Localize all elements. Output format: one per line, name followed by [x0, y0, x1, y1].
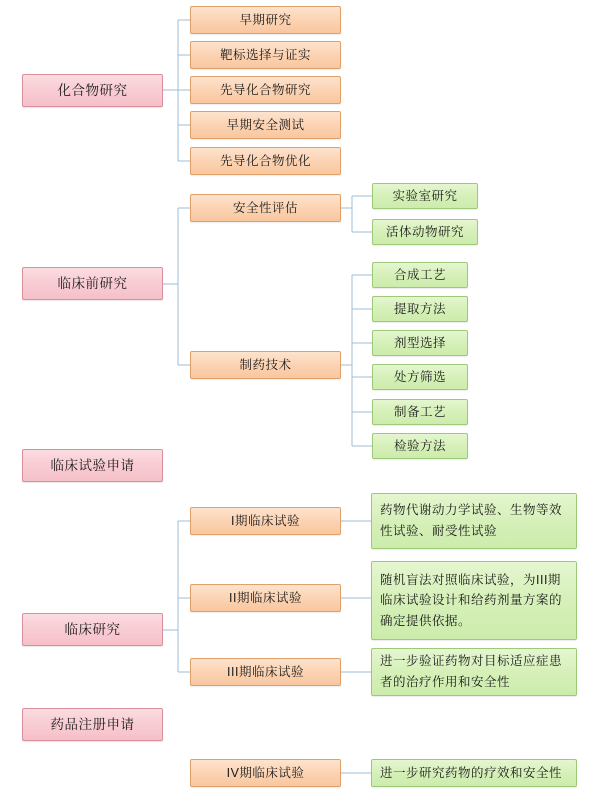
node-phase-1-trial[interactable] — [190, 507, 341, 535]
stage-clinical-trial-application[interactable] — [22, 449, 163, 482]
node-label: 靶标选择与证实 — [219, 47, 311, 62]
detail-text: 药物代谢动力学试验、生物等效性试验、耐受性试验 — [380, 503, 563, 538]
node-inspection-method[interactable] — [372, 433, 468, 459]
detail-phase-3-trial — [371, 648, 577, 696]
node-label: III期临床试验 — [227, 664, 304, 679]
node-lab-research[interactable] — [372, 183, 478, 209]
node-label: 早期研究 — [239, 12, 292, 27]
stage-label: 临床试验申请 — [50, 457, 135, 473]
stage-preclinical-research[interactable] — [22, 267, 163, 300]
node-label: 提取方法 — [393, 301, 446, 316]
node-phase-2-trial[interactable] — [190, 584, 341, 612]
detail-text: 进一步研究药物的疗效和安全性 — [380, 765, 563, 780]
stage-label: 临床研究 — [64, 621, 121, 637]
node-label: 剂型选择 — [393, 335, 446, 350]
node-label: 活体动物研究 — [385, 224, 464, 239]
detail-phase-4-trial — [371, 759, 577, 787]
stage-label: 化合物研究 — [57, 82, 128, 98]
node-label: 早期安全测试 — [226, 117, 305, 132]
node-label: 处方筛选 — [393, 369, 446, 384]
node-label: 安全性评估 — [232, 200, 298, 215]
node-dosage-form-selection[interactable] — [372, 330, 468, 356]
node-extraction-method[interactable] — [372, 296, 468, 322]
node-label: 合成工艺 — [393, 267, 446, 282]
node-label: I期临床试验 — [231, 513, 300, 528]
node-label: 实验室研究 — [392, 188, 458, 203]
node-phase-3-trial[interactable] — [190, 658, 341, 686]
node-label: 检验方法 — [393, 438, 446, 453]
node-in-vivo-animal-research[interactable] — [372, 219, 478, 245]
detail-phase-2-trial — [371, 561, 577, 640]
node-synthesis-process[interactable] — [372, 262, 468, 288]
node-target-selection[interactable] — [190, 41, 341, 69]
detail-text: 随机盲法对照临床试验，为III期临床试验设计和给药剂量方案的确定提供依据。 — [380, 572, 563, 628]
node-lead-compound-research[interactable] — [190, 76, 341, 104]
node-label: IV期临床试验 — [226, 765, 305, 780]
detail-phase-1-trial — [371, 493, 577, 549]
node-label: 先导化合物研究 — [219, 82, 311, 97]
detail-text: 进一步验证药物对目标适应症患者的治疗作用和安全性 — [380, 654, 563, 689]
node-safety-evaluation[interactable] — [190, 194, 341, 222]
node-label: II期临床试验 — [229, 590, 302, 605]
node-lead-compound-optimization[interactable] — [190, 147, 341, 175]
node-early-safety-test[interactable] — [190, 111, 341, 139]
stage-label: 药品注册申请 — [50, 716, 135, 732]
node-label: 制备工艺 — [393, 404, 446, 419]
node-pharmaceutical-technology[interactable] — [190, 351, 341, 379]
node-phase-4-trial[interactable] — [190, 759, 341, 787]
stage-compound-research[interactable] — [22, 74, 163, 107]
node-early-research[interactable] — [190, 6, 341, 34]
stage-clinical-research[interactable] — [22, 613, 163, 646]
node-label: 制药技术 — [239, 357, 292, 372]
stage-drug-registration-application[interactable] — [22, 708, 163, 741]
stage-label: 临床前研究 — [57, 275, 128, 291]
node-preparation-process[interactable] — [372, 399, 468, 425]
node-formulation-screening[interactable] — [372, 364, 468, 390]
node-label: 先导化合物优化 — [219, 153, 311, 168]
